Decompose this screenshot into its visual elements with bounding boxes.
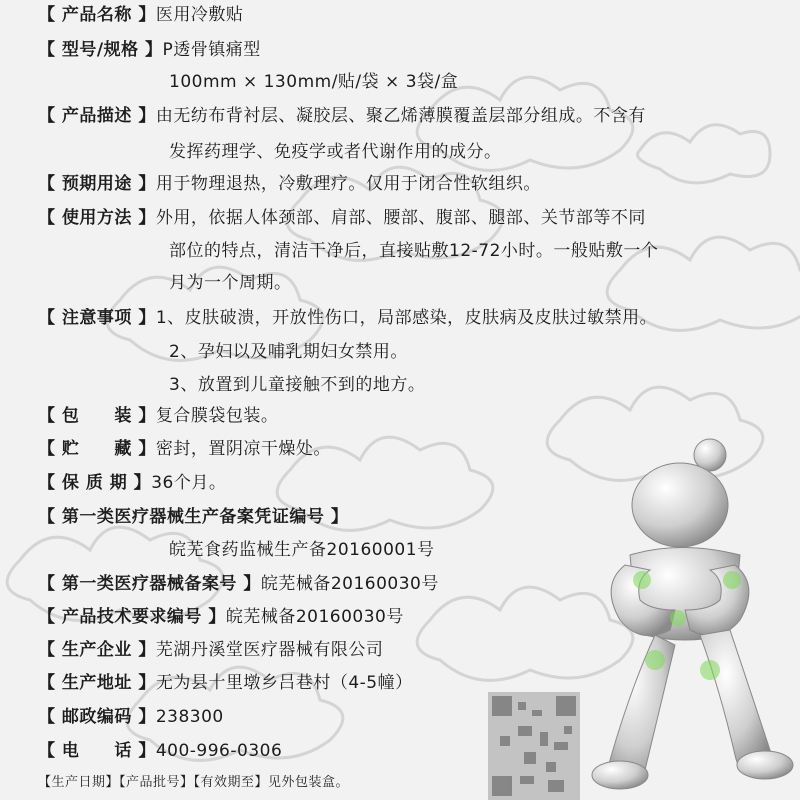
field-value: P透骨镇痛型 (162, 40, 261, 60)
field-technical-requirement-number (38, 606, 404, 628)
field-postal-code (38, 706, 224, 728)
field-value: 外用，依据人体颈部、肩部、腰部、腹部、腿部、关节部等不同 (155, 208, 646, 228)
field-label: 【 贮 藏 】 (38, 439, 156, 459)
field-precautions (38, 307, 657, 329)
field-device-record-number (38, 573, 439, 595)
field-usage (38, 207, 646, 229)
field-label: 【 型号/规格 】 (38, 40, 163, 60)
field-value: 用于物理退热，冷敷理疗。仅用于闭合性软组织。 (155, 174, 541, 194)
field-value: 238300 (155, 707, 224, 727)
field-shelf-life (38, 472, 226, 494)
field-value: 皖芜械备20160030号 (260, 574, 439, 594)
field-label: 【 包 装 】 (38, 406, 156, 426)
field-value: 医用冷敷贴 (155, 5, 244, 25)
field-value: 无为县十里墩乡吕巷村（4-5幢） (155, 673, 413, 693)
field-label: 【 注意事项 】 (38, 308, 156, 328)
field-product-name (38, 4, 243, 26)
field-value: 36个月。 (151, 473, 227, 493)
field-precautions-item: 2、孕妇以及哺乳期妇女禁用。 (169, 342, 408, 362)
field-label: 【 使用方法 】 (38, 208, 156, 228)
field-packaging (38, 405, 278, 427)
field-model-continuation: 100mm × 130mm/贴/袋 × 3袋/盒 (169, 72, 459, 92)
field-usage-continuation: 月为一个周期。 (169, 273, 292, 293)
field-label: 【 预期用途 】 (38, 174, 156, 194)
field-value: 密封，置阴凉干燥处。 (155, 439, 331, 459)
field-label: 【 第一类医疗器械生产备案凭证编号 】 (38, 507, 349, 527)
field-value: 400-996-0306 (155, 741, 283, 761)
field-phone (38, 740, 282, 762)
field-label: 【 保 质 期 】 (38, 473, 152, 493)
field-label: 【 产品名称 】 (38, 5, 156, 25)
field-production-record-number-value: 皖芜食药监械生产备20160001号 (169, 540, 435, 560)
field-label: 【 第一类医疗器械备案号 】 (38, 574, 261, 594)
field-value: 芜湖丹溪堂医疗器械有限公司 (155, 640, 384, 660)
field-label: 【 产品描述 】 (38, 106, 156, 126)
field-production-record-number (38, 506, 348, 528)
field-label: 【 邮政编码 】 (38, 707, 156, 727)
field-precautions-item: 3、放置到儿童接触不到的地方。 (169, 375, 426, 395)
field-value: 由无纺布背衬层、凝胶层、聚乙烯薄膜覆盖层部分组成。不含有 (155, 106, 646, 126)
field-value: 皖芜械备20160030号 (225, 607, 404, 627)
field-storage (38, 438, 331, 460)
field-description (38, 105, 646, 127)
field-intended-use (38, 173, 541, 195)
field-label: 【 产品技术要求编号 】 (38, 607, 226, 627)
field-label: 【 电 话 】 (38, 741, 156, 761)
field-label: 【 生产企业 】 (38, 640, 156, 660)
field-model (38, 39, 261, 61)
field-address (38, 672, 413, 694)
qr-code (488, 692, 580, 800)
field-value: 复合膜袋包装。 (155, 406, 279, 426)
field-description-continuation: 发挥药理学、免疫学或者代谢作用的成分。 (169, 142, 502, 162)
field-label: 【 生产地址 】 (38, 673, 156, 693)
field-manufacturer (38, 639, 383, 661)
field-value: 1、皮肤破溃，开放性伤口，局部感染，皮肤病及皮肤过敏禁用。 (155, 308, 658, 328)
footer-note: 【生产日期】【产品批号】【有效期至】见外包装盒。 (38, 775, 350, 790)
field-usage-continuation: 部位的特点，清洁干净后，直接贴敷12-72小时。一般贴敷一个 (169, 241, 659, 261)
